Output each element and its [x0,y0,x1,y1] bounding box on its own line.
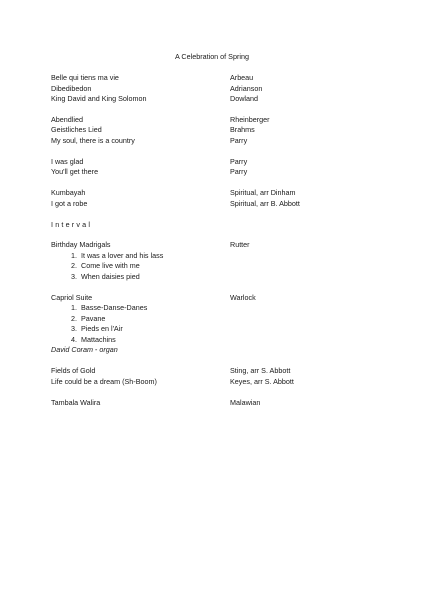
spacer [51,209,381,219]
programme-row [51,199,381,210]
programme-row [51,398,381,409]
programme-row [51,157,381,168]
programme-row [51,377,381,388]
programme-row [51,366,381,377]
programme-row [51,293,381,304]
programme-row [51,167,381,178]
composer: Warlock [230,292,256,302]
composer: Spiritual, arr Dinham [230,188,296,198]
spacer [51,230,381,240]
programme-row [51,136,381,147]
spacer [51,356,381,366]
movement-title: It was a lover and his lass [81,250,164,260]
composer: Brahms [230,125,255,135]
piece-title: Abendlied [51,114,83,124]
spacer [51,387,381,397]
movement-item [51,324,381,335]
movement-item [51,335,381,346]
movement-title: Pieds en l'Air [81,324,123,334]
page-title: A Celebration of Spring [175,52,249,61]
composer: Spiritual, arr B. Abbott [230,198,300,208]
piece-title: Capriol Suite [51,292,93,302]
movement-item [51,314,381,325]
movement-title: Mattachins [81,334,116,344]
programme-row [51,73,381,84]
piece-title: Life could be a dream (Sh-Boom) [51,376,157,386]
composer: Dowland [230,94,258,103]
movement-title: Basse-Danse-Danes [81,303,148,313]
programme-row [51,84,381,95]
composer: Keyes, arr S. Abbott [230,376,294,386]
performer-note: David Coram - organ [51,345,118,355]
movement-title: Pavane [81,313,106,323]
composer: Rheinberger [230,114,270,124]
programme-row [51,94,381,105]
piece-title: You'll get there [51,167,99,177]
piece-title: Fields of Gold [51,366,96,376]
spacer [51,282,381,292]
piece-title: Birthday Madrigals [51,240,111,250]
composer: Sting, arr S. Abbott [230,366,291,376]
movement-number: 2. [71,313,77,323]
spacer [51,178,381,188]
composer: Malawian [230,397,261,407]
piece-title: Dibedibedon [51,83,92,93]
piece-title: Geistliches Lied [51,125,102,135]
movement-item [51,272,381,283]
interval-row [51,220,381,231]
movement-number: 1. [71,250,77,260]
composer: Parry [230,135,248,145]
movement-title: When daisies pied [81,271,140,281]
movement-number: 2. [71,261,77,271]
programme-row [51,240,381,251]
movement-title: Come live with me [81,261,140,271]
composer: Arbeau [230,73,254,82]
movement-item [51,303,381,314]
composer: Parry [230,167,248,177]
piece-title: Kumbayah [51,188,86,198]
movement-item [51,251,381,262]
performer-note-row [51,345,381,356]
interval-heading: Interval [51,219,93,229]
piece-title: I got a robe [51,198,88,208]
composer: Rutter [230,240,250,250]
spacer [51,105,381,115]
movement-number: 4. [71,334,77,344]
composer: Adrianson [230,83,263,93]
movement-number: 1. [71,303,77,313]
movement-number: 3. [71,324,77,334]
programme-list [51,73,381,408]
piece-title: Tambala Walira [51,397,101,407]
programme-row [51,115,381,126]
movement-number: 3. [71,271,77,281]
composer: Parry [230,156,248,166]
spacer [51,146,381,156]
piece-title: King David and King Solomon [51,94,147,103]
piece-title: My soul, there is a country [51,135,135,145]
piece-title: I was glad [51,156,84,166]
movement-item [51,261,381,272]
programme-row [51,188,381,199]
piece-title: Belle qui tiens ma vie [51,73,119,82]
programme-row [51,125,381,136]
